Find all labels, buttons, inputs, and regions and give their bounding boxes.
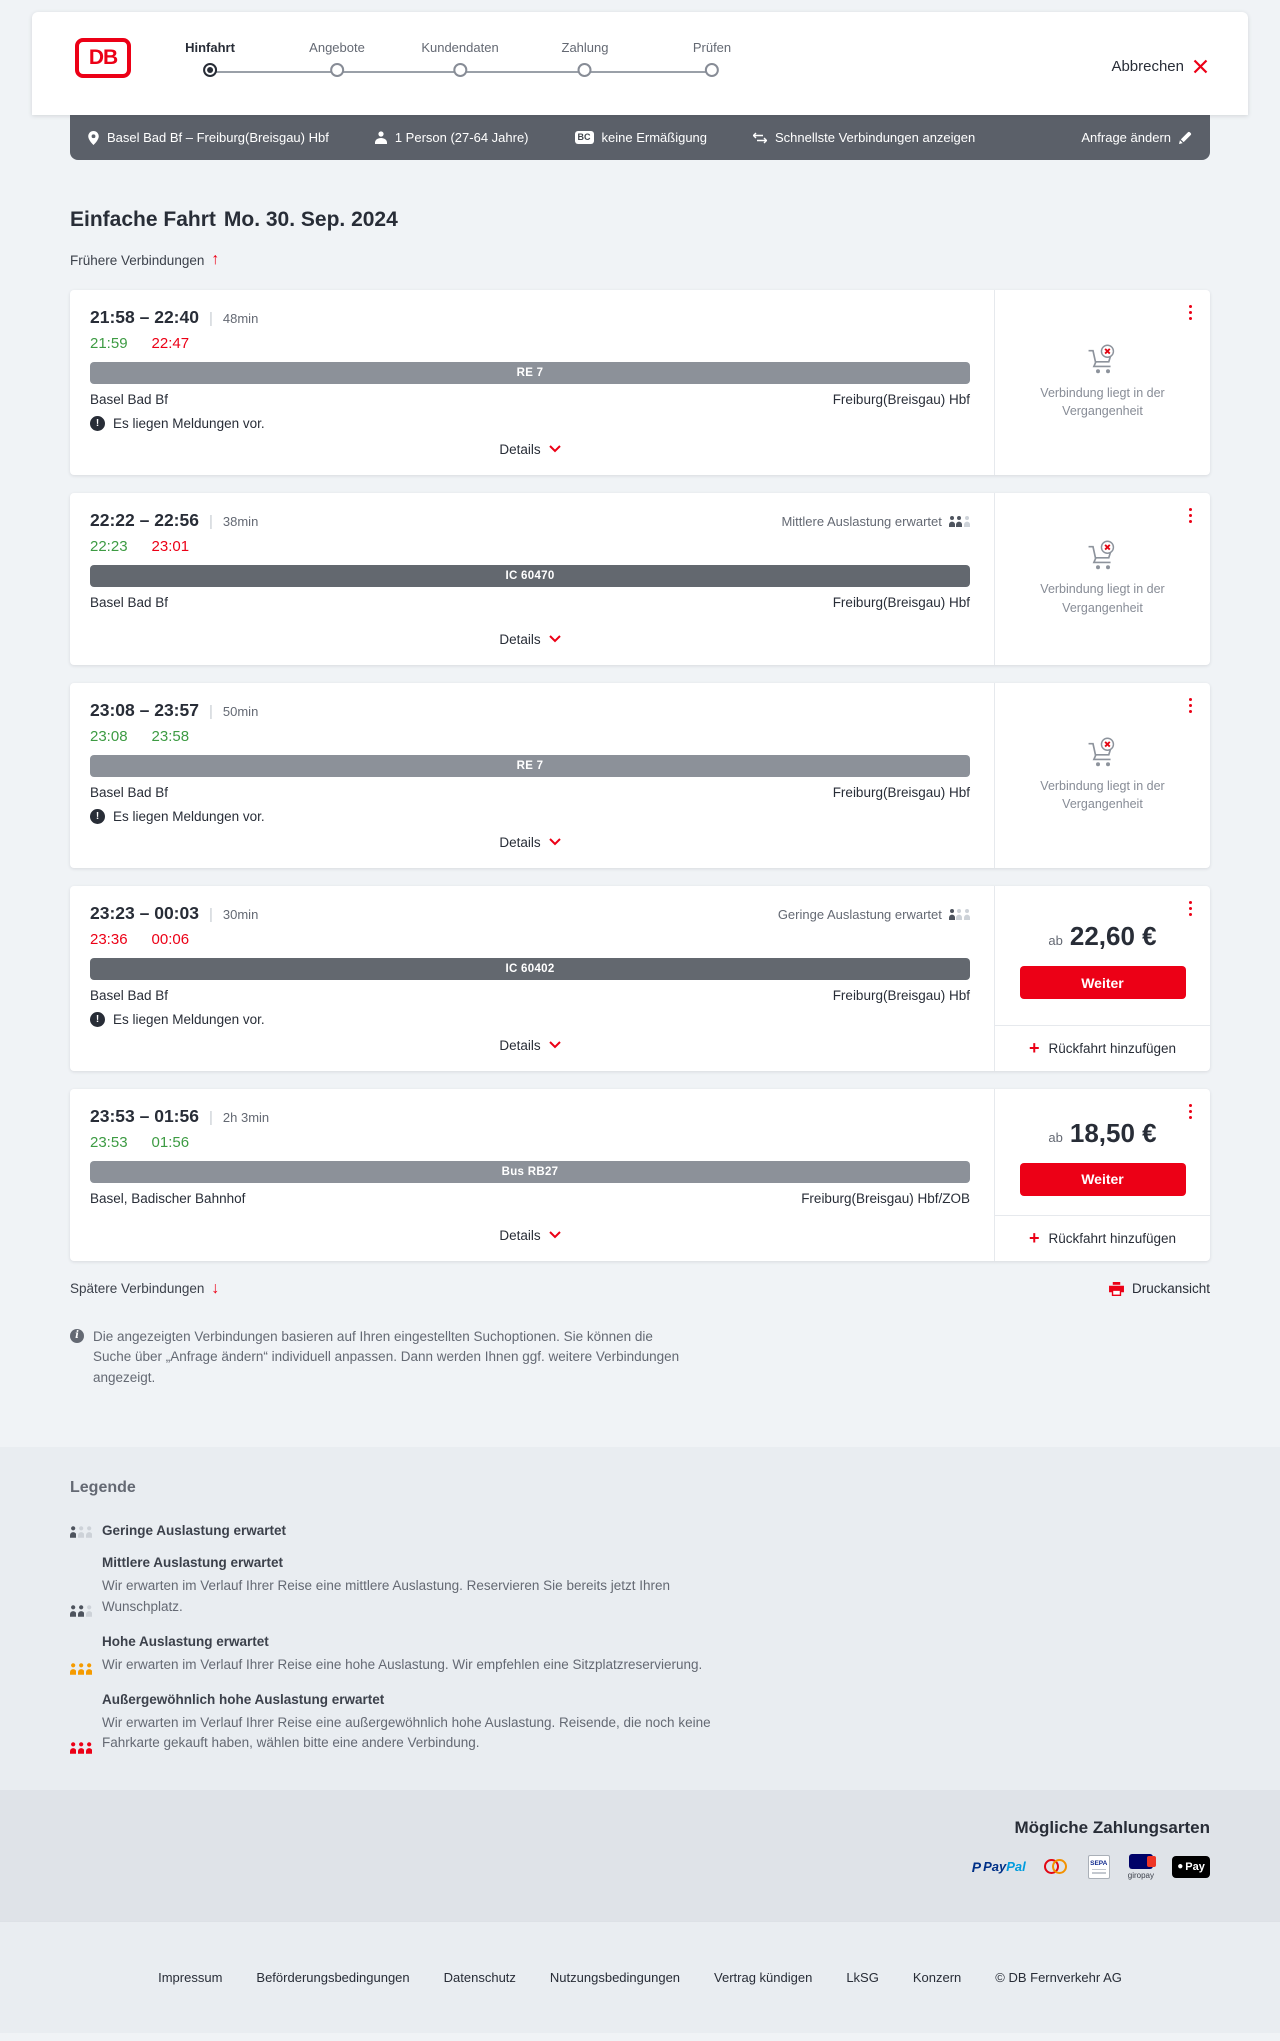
connection-card: 21:58 – 22:40 | 48min 21:59 22:47 RE 7 Basel Bad Bf Freiburg(Breisgau) Hbf ! Es liegen Meldungen vor. Details Verbindung liegt in der Vergangenheit: [70, 290, 1210, 475]
message-text: Es liegen Meldungen vor.: [113, 1011, 265, 1027]
origin-station: Basel Bad Bf: [90, 391, 169, 407]
legend-section: [0, 1447, 1280, 1789]
footer-links: [158, 1970, 1122, 1985]
price-value: 18,50 €: [1069, 1117, 1157, 1148]
alert-icon: !: [90, 1012, 105, 1027]
sort-summary: Schnellste Verbindungen anzeigen: [753, 130, 975, 145]
connection-side-panel: [994, 1089, 1210, 1261]
results-area: [70, 208, 1210, 1389]
chevron-down-icon: [549, 838, 561, 846]
realtime-row: [90, 728, 970, 745]
actual-arrival-time: 01:56: [151, 1133, 190, 1151]
kebab-menu[interactable]: [1186, 505, 1196, 527]
details-label: Details: [499, 441, 541, 457]
train-label-bar: IC 60402: [90, 958, 970, 980]
cart-unavailable-icon: [1086, 344, 1120, 374]
actual-departure-time: 23:08: [90, 727, 128, 745]
occupancy-icon: [949, 909, 970, 920]
chevron-down-icon: [549, 445, 561, 453]
origin-station: Basel Bad Bf: [90, 784, 169, 800]
legend-item-label: Außergewöhnlich hohe Auslastung erwartet: [102, 1692, 385, 1708]
legend-item-label: Mittlere Auslastung erwartet: [102, 1555, 284, 1571]
connection-duration: 48min: [222, 310, 259, 326]
actual-departure-time: 23:36: [90, 930, 128, 948]
cancel-label: Abbrechen: [1111, 58, 1184, 75]
details-toggle[interactable]: [499, 1038, 560, 1053]
past-label: Verbindung liegt in der Vergangenheit: [1040, 778, 1165, 811]
details-label: Details: [499, 834, 541, 850]
details-toggle[interactable]: [499, 632, 560, 647]
train-label-bar: RE 7: [90, 755, 970, 777]
destination-station: Freiburg(Breisgau) Hbf/ZOB: [801, 1190, 970, 1206]
connection-list: [70, 290, 1210, 1261]
pencil-icon: [1179, 131, 1192, 144]
connection-card: 23:23 – 00:03 | 30min Geringe Auslastung erwartet 23:36 00:06 IC 60402 Basel Bad Bf Freiburg(Breisgau) Hbf ! Es liegen Meldungen vor. Details ab 22,60 € Weiter + Rückfahrt hinzufügen: [70, 886, 1210, 1071]
sepa-lastschrift-icon: SEPA: [1088, 1855, 1110, 1879]
actual-departure-time: 23:53: [90, 1133, 128, 1151]
price-prefix: ab: [1048, 1129, 1063, 1145]
occupancy-icon: [70, 1694, 92, 1754]
legend-item-description: Wir erwarten im Verlauf Ihrer Reise eine hohe Auslastung. Wir empfehlen eine Sitzplatzreservierung.: [102, 1656, 703, 1672]
step-dot-icon: [453, 63, 467, 77]
legend-item-description: Wir erwarten im Verlauf Ihrer Reise eine außergewöhnlich hohe Auslastung. Reisende, die noch keine Fahrkarte gekauft haben, wählen bitte eine andere Verbindung.: [102, 1715, 711, 1751]
details-label: Details: [499, 1227, 541, 1243]
earlier-connections-link[interactable]: Frühere Verbindungen ↑: [70, 251, 220, 268]
legend-item-label: Geringe Auslastung erwartet: [102, 1523, 287, 1539]
step-dot-icon: [330, 63, 344, 77]
connection-side-panel: [994, 886, 1210, 1071]
train-label-bar: RE 7: [90, 362, 970, 384]
connection-card: 23:53 – 01:56 | 2h 3min 23:53 01:56 Bus RB27 Basel, Badischer Bahnhof Freiburg(Breisgau) Hbf/ZOB Details ab 18,50 € Weiter + Rückfahrt hinzufügen: [70, 1089, 1210, 1261]
info-note: [70, 1327, 1210, 1390]
connection-duration: 50min: [222, 703, 259, 719]
step-label: Prüfen: [692, 40, 732, 55]
details-toggle[interactable]: [499, 442, 560, 457]
cart-unavailable-icon: [1086, 540, 1120, 570]
realtime-row: [90, 1134, 970, 1151]
destination-station: Freiburg(Breisgau) Hbf: [832, 784, 970, 800]
info-icon: i: [70, 1329, 84, 1343]
alert-icon: !: [90, 416, 105, 431]
footer-link[interactable]: Beförderungsbedingungen: [256, 1969, 410, 1985]
page-title: [70, 208, 1210, 232]
legend-item-description: Wir erwarten im Verlauf Ihrer Reise eine mittlere Auslastung. Reservieren Sie bereits jetzt Ihren Wunschplatz.: [102, 1578, 670, 1614]
legend-item: [70, 1555, 1210, 1617]
connection-side-panel: [994, 683, 1210, 868]
actual-arrival-time: 23:58: [151, 727, 190, 745]
trip-date: Mo. 30. Sep. 2024: [223, 208, 398, 231]
step-dot-icon: [203, 63, 217, 77]
step-angebote[interactable]: [309, 12, 365, 77]
arrow-up-icon: ↑: [211, 251, 220, 268]
occupancy-icon: [949, 516, 970, 527]
connection-times: 23:08 – 23:57: [90, 699, 199, 720]
actual-arrival-time: 22:47: [151, 334, 190, 352]
connection-duration: 2h 3min: [222, 1109, 270, 1125]
past-connection-notice: [995, 290, 1210, 475]
legend-title: Legende: [70, 1479, 136, 1497]
occupancy-icon: [70, 1557, 92, 1617]
connection-times: 22:22 – 22:56: [90, 509, 199, 530]
arrow-down-icon: ↓: [211, 1279, 220, 1297]
travelers-summary: 1 Person (27-64 Jahre): [375, 130, 529, 145]
alert-icon: !: [90, 809, 105, 824]
step-label: Zahlung: [561, 40, 609, 55]
occupancy-label: Mittlere Auslastung erwartet: [781, 513, 942, 529]
credit-card-icon: [1044, 1858, 1070, 1876]
connection-side-panel: [994, 290, 1210, 475]
later-connections-link[interactable]: Spätere Verbindungen ↓: [70, 1279, 220, 1297]
giropay-icon: giropay: [1128, 1854, 1154, 1880]
print-view-link[interactable]: Druckansicht: [1109, 1281, 1210, 1296]
actual-departure-time: 21:59: [90, 334, 128, 352]
occupancy-icon: [70, 1525, 92, 1538]
plus-icon: +: [1028, 1228, 1040, 1248]
occupancy-label: Geringe Auslastung erwartet: [777, 906, 942, 922]
past-connection-notice: [995, 683, 1210, 868]
origin-station: Basel Bad Bf: [90, 987, 169, 1003]
cart-unavailable-icon: [1086, 737, 1120, 767]
actual-arrival-time: 00:06: [151, 930, 190, 948]
message-row: [90, 809, 970, 824]
destination-station: Freiburg(Breisgau) Hbf: [832, 987, 970, 1003]
past-label: Verbindung liegt in der Vergangenheit: [1040, 582, 1165, 615]
discount-summary: BC keine Ermäßigung: [575, 130, 708, 145]
kebab-menu[interactable]: [1186, 302, 1196, 324]
price-panel: [995, 1089, 1210, 1215]
origin-station: Basel Bad Bf: [90, 594, 169, 610]
bahncard-icon: BC: [575, 131, 594, 144]
actual-departure-time: 22:23: [90, 537, 128, 555]
occupancy-indicator: [781, 514, 970, 529]
cancel-button[interactable]: [1111, 58, 1208, 75]
details-toggle[interactable]: [499, 835, 560, 850]
legend-item: [70, 1634, 1210, 1675]
step-zahlung[interactable]: [562, 12, 609, 77]
footer-link[interactable]: LkSG: [846, 1969, 879, 1985]
chevron-down-icon: [549, 1041, 561, 1049]
legend-item: [70, 1692, 1210, 1754]
payment-methods: [70, 1854, 1210, 1880]
person-icon: [375, 131, 387, 144]
step-label: Kundendaten: [421, 40, 499, 55]
footer-link[interactable]: Impressum: [158, 1969, 223, 1985]
train-label-bar: Bus RB27: [90, 1161, 970, 1183]
search-summary-bar: [70, 115, 1210, 160]
step-hinfahrt[interactable]: [185, 12, 235, 77]
actual-arrival-time: 23:01: [151, 537, 190, 555]
connection-duration: 38min: [222, 513, 259, 529]
footer-link[interactable]: Vertrag kündigen: [714, 1969, 813, 1985]
step-kundendaten[interactable]: [421, 12, 498, 77]
train-label-bar: IC 60470: [90, 565, 970, 587]
origin-station: Basel, Badischer Bahnhof: [90, 1190, 246, 1206]
db-logo[interactable]: DB: [75, 38, 131, 78]
location-pin-icon: [88, 131, 99, 145]
add-return-label: Rückfahrt hinzufügen: [1048, 1230, 1177, 1246]
progress-stepper: [32, 12, 1248, 115]
add-return-trip-button[interactable]: [995, 1025, 1210, 1071]
price-prefix: ab: [1048, 933, 1063, 948]
message-text: Es liegen Meldungen vor.: [113, 808, 265, 824]
kebab-menu[interactable]: [1186, 1101, 1196, 1123]
step-label: Angebote: [309, 40, 365, 55]
info-text: Die angezeigten Verbindungen basieren auf Ihren eingestellten Suchoptionen. Sie können die Suche über „Anfrage ändern“ individuell anpassen. Dann werden Ihnen ggf. weitere Verbindungen angezeigt.: [93, 1328, 680, 1386]
change-request-button[interactable]: Anfrage ändern: [1081, 130, 1192, 145]
add-return-trip-button[interactable]: [995, 1215, 1210, 1261]
payment-title: Mögliche Zahlungsarten: [1014, 1817, 1210, 1837]
apple-pay-icon: ● Pay: [1172, 1856, 1210, 1878]
connection-times: 23:53 – 01:56: [90, 1105, 199, 1126]
details-label: Details: [499, 631, 541, 647]
kebab-menu[interactable]: [1186, 695, 1196, 717]
legend-item-label: Hohe Auslastung erwartet: [102, 1633, 269, 1649]
copyright-text: © DB Fernverkehr AG: [995, 1969, 1122, 1985]
footer-link[interactable]: Konzern: [912, 1969, 962, 1985]
details-label: Details: [499, 1037, 541, 1053]
price-panel: [995, 886, 1210, 1025]
past-label: Verbindung liegt in der Vergangenheit: [1040, 385, 1165, 418]
chevron-down-icon: [549, 1231, 561, 1239]
payment-section: [0, 1790, 1280, 1921]
weiter-button[interactable]: Weiter: [1020, 1163, 1186, 1196]
step-dot-icon: [705, 63, 719, 77]
realtime-row: [90, 538, 970, 555]
step-dot-icon: [578, 63, 592, 77]
legend-item: [70, 1523, 1210, 1538]
close-icon: [1193, 59, 1208, 74]
message-text: Es liegen Meldungen vor.: [113, 415, 265, 431]
message-row: [90, 416, 970, 431]
sort-arrows-icon: [753, 132, 767, 144]
connection-duration: 30min: [222, 906, 259, 922]
past-connection-notice: [995, 493, 1210, 665]
destination-station: Freiburg(Breisgau) Hbf: [832, 391, 970, 407]
chevron-down-icon: [549, 635, 561, 643]
connection-times: 21:58 – 22:40: [90, 306, 199, 327]
destination-station: Freiburg(Breisgau) Hbf: [832, 594, 970, 610]
step-label: Hinfahrt: [185, 40, 235, 55]
occupancy-icon: [70, 1636, 92, 1675]
step-prüfen[interactable]: [693, 12, 731, 77]
printer-icon: [1109, 1282, 1124, 1296]
price-value: 22,60 €: [1069, 921, 1157, 951]
weiter-button[interactable]: Weiter: [1020, 966, 1186, 999]
connection-side-panel: [994, 493, 1210, 665]
details-toggle[interactable]: [499, 1228, 560, 1243]
realtime-row: [90, 335, 970, 352]
add-return-label: Rückfahrt hinzufügen: [1048, 1040, 1177, 1056]
connection-times: 23:23 – 00:03: [90, 902, 199, 923]
realtime-row: [90, 931, 970, 948]
message-row: [90, 1012, 970, 1027]
connection-card: 23:08 – 23:57 | 50min 23:08 23:58 RE 7 Basel Bad Bf Freiburg(Breisgau) Hbf ! Es liegen Meldungen vor. Details Verbindung liegt in der Vergangenheit: [70, 683, 1210, 868]
plus-icon: +: [1028, 1038, 1040, 1058]
trip-type: Einfache Fahrt: [70, 208, 216, 231]
footer-link[interactable]: Datenschutz: [443, 1969, 516, 1985]
occupancy-indicator: [778, 907, 970, 922]
kebab-menu[interactable]: [1186, 898, 1196, 920]
footer-link[interactable]: Nutzungsbedingungen: [549, 1969, 681, 1985]
route-summary: Basel Bad Bf – Freiburg(Breisgau) Hbf: [88, 130, 329, 145]
legend-items: [70, 1523, 1210, 1753]
paypal-icon: P PayPal: [971, 1858, 1026, 1875]
booking-header: [32, 12, 1248, 115]
page-footer: [0, 1921, 1280, 2033]
connection-card: 22:22 – 22:56 | 38min Mittlere Auslastung erwartet 22:23 23:01 IC 60470 Basel Bad Bf Freiburg(Breisgau) Hbf Details Verbindung liegt in der Vergangenheit: [70, 493, 1210, 665]
